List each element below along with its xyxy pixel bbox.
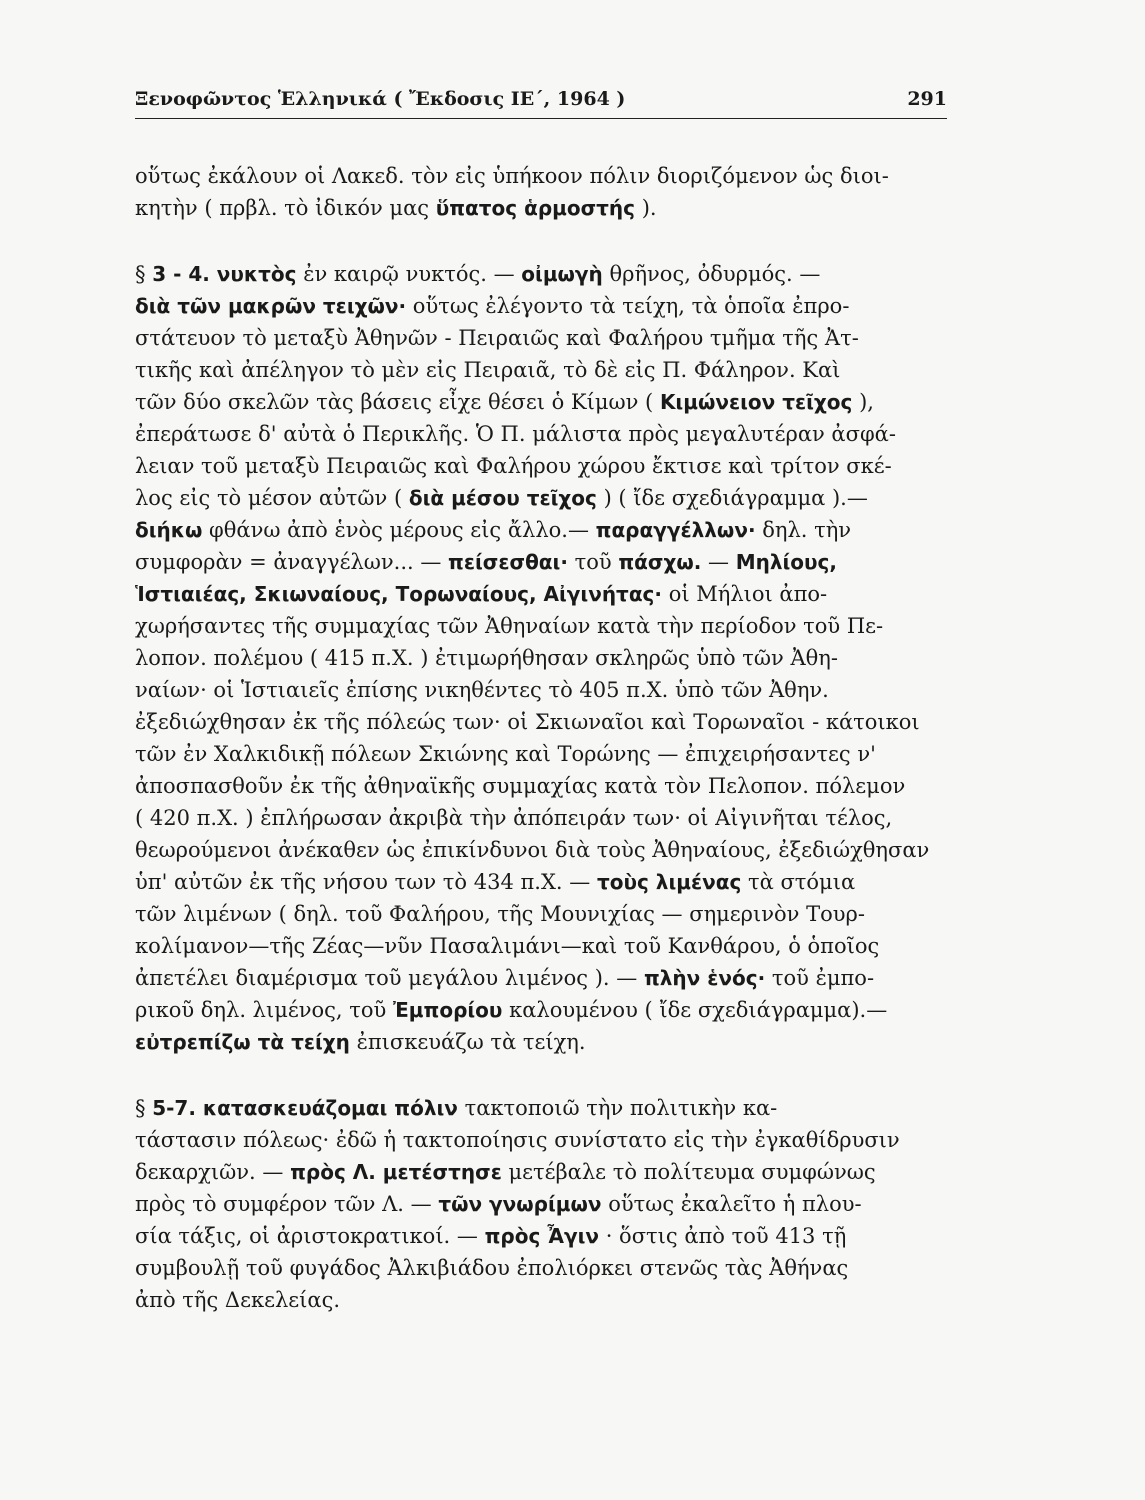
lemma-term: οἰμωγὴ xyxy=(521,262,603,286)
gloss-text: ἀποσπασθοῦν ἐκ τῆς ἀθηναϊκῆς συμμαχίας κατὰ τὸν Πελοπον. πόλεμον xyxy=(135,774,906,798)
text-line xyxy=(135,1124,947,1156)
lemma-term: Κιμώνειον τεῖχος xyxy=(659,390,853,414)
text-line xyxy=(135,898,947,930)
text-line xyxy=(135,642,947,674)
gloss-text: καλουμένου ( ἴδε σχεδιάγραμμα).— xyxy=(502,998,888,1022)
gloss-text: ἐπισκευάζω τὰ τείχη. xyxy=(349,1030,586,1054)
text-line xyxy=(135,1252,947,1284)
gloss-text: τικῆς καὶ ἀπέληγον τὸ μὲν εἰς Πειραιᾶ, τὸ δὲ εἰς Π. Φάληρον. Καὶ xyxy=(135,358,841,382)
gloss-text: συμβουλῇ τοῦ φυγάδος Ἀλκιβιάδου ἐπολιόρκει στενῶς τὰς Ἀθήνας xyxy=(135,1256,849,1280)
gloss-text: § xyxy=(135,1096,153,1120)
gloss-text: ). xyxy=(635,196,657,220)
text-line xyxy=(135,1092,947,1124)
gloss-text: οὕτως ἐλέγοντο τὰ τείχη, τὰ ὁποῖα ἐπρο- xyxy=(406,294,850,318)
commentary-text xyxy=(135,160,947,1316)
gloss-text: λειαν τοῦ μεταξὺ Πειραιῶς καὶ Φαλήρου χώρου ἔκτισε καὶ τρίτον σκέ- xyxy=(135,454,892,478)
gloss-text: θεωρούμενοι ἀνέκαθεν ὡς ἐπικίνδυνοι διὰ τοὺς Ἀθηναίους, ἐξεδιώχθησαν xyxy=(135,838,930,862)
gloss-text: δηλ. τὴν xyxy=(755,518,852,542)
text-line xyxy=(135,962,947,994)
text-line xyxy=(135,322,947,354)
text-line xyxy=(135,738,947,770)
text-line xyxy=(135,578,947,610)
gloss-text: φθάνω ἀπὸ ἑνὸς μέρους εἰς ἄλλο.— xyxy=(202,518,596,542)
lemma-term: Ἱστιαιέας, Σκιωναίους, Τορωναίους, Αἰγινήτας· xyxy=(135,582,663,606)
gloss-text: ὑπ' αὐτῶν ἐκ τῆς νήσου των τὸ 434 π.Χ. — xyxy=(135,870,597,894)
gloss-text: τάστασιν πόλεως· ἐδῶ ἡ τακτοποίησις συνίστατο εἰς τὴν ἐγκαθίδρυσιν xyxy=(135,1128,900,1152)
gloss-text: ναίων· οἱ Ἱστιαιεῖς ἐπίσης νικηθέντες τὸ 405 π.Χ. ὑπὸ τῶν Ἀθην. xyxy=(135,678,829,702)
gloss-text: τοῦ xyxy=(567,550,619,574)
lemma-term: πάσχω. xyxy=(618,550,702,574)
lemma-term: ὕπατος ἁρμοστής xyxy=(435,196,636,220)
gloss-text: κητὴν ( πρβλ. τὸ ἰδικόν μας xyxy=(135,196,436,220)
gloss-text: πρὸς τὸ συμφέρον τῶν Λ. — xyxy=(135,1192,439,1216)
gloss-text: τῶν δύο σκελῶν τὰς βάσεις εἶχε θέσει ὁ Κίμων ( xyxy=(135,390,660,414)
gloss-text: ἐν καιρῷ νυκτός. — xyxy=(296,262,522,286)
gloss-text: μετέβαλε τὸ πολίτευμα συμφώνως xyxy=(501,1160,876,1184)
gloss-text: οὕτως ἐκαλεῖτο ἡ πλου- xyxy=(601,1192,862,1216)
gloss-text: οἱ Μήλιοι ἀπο- xyxy=(662,582,828,606)
gloss-text: ἐπεράτωσε δ' αὐτὰ ὁ Περικλῆς. Ὁ Π. μάλιστα πρὸς μεγαλυτέραν ἀσφά- xyxy=(135,422,896,446)
lemma-term: πρὸς Ἆγιν xyxy=(484,1224,600,1248)
text-line xyxy=(135,802,947,834)
text-line xyxy=(135,1220,947,1252)
lemma-term: πλὴν ἑνός· xyxy=(643,966,766,990)
text-line xyxy=(135,160,947,192)
gloss-text: ), xyxy=(852,390,874,414)
gloss-text: · ὅστις ἀπὸ τοῦ 413 τῇ xyxy=(599,1224,847,1248)
gloss-text: ἐξεδιώχθησαν ἐκ τῆς πόλεώς των· οἱ Σκιωναῖοι καὶ Τορωναῖοι - κάτοικοι xyxy=(135,710,920,734)
lemma-term: τῶν γνωρίμων xyxy=(438,1192,602,1216)
text-line xyxy=(135,706,947,738)
gloss-text: τοῦ ἐμπο- xyxy=(765,966,875,990)
text-line xyxy=(135,834,947,866)
gloss-text: δεκαρχιῶν. — xyxy=(135,1160,291,1184)
gloss-text: — xyxy=(701,550,736,574)
text-line xyxy=(135,674,947,706)
gloss-text: κολίμανον—τῆς Ζέας—νῦν Πασαλιμάνι—καὶ τοῦ Κανθάρου, ὁ ὁποῖος xyxy=(135,934,880,958)
gloss-text: ἀπετέλει διαμέρισμα τοῦ μεγάλου λιμένος ). — xyxy=(135,966,644,990)
gloss-text: λοπον. πολέμου ( 415 π.Χ. ) ἐτιμωρήθησαν σκληρῶς ὑπὸ τῶν Ἀθη- xyxy=(135,646,838,670)
gloss-text: χωρήσαντες τῆς συμμαχίας τῶν Ἀθηναίων κατὰ τὴν περίοδον τοῦ Πε- xyxy=(135,614,884,638)
gloss-text: θρῆνος, ὀδυρμός. — xyxy=(602,262,821,286)
text-line xyxy=(135,930,947,962)
text-line xyxy=(135,354,947,386)
text-line xyxy=(135,258,947,290)
gloss-text: ) ( ἴδε σχεδιάγραμμα ).— xyxy=(596,486,868,510)
text-line xyxy=(135,994,947,1026)
text-line xyxy=(135,1188,947,1220)
gloss-text: λος εἰς τὸ μέσον αὐτῶν ( xyxy=(135,486,409,510)
text-line xyxy=(135,482,947,514)
text-line xyxy=(135,1284,947,1316)
gloss-text: οὕτως ἐκάλουν οἱ Λακεδ. τὸν εἰς ὑπήκοον πόλιν διοριζόμενον ὡς διοι- xyxy=(135,164,889,188)
lemma-term: διὰ τῶν μακρῶν τειχῶν· xyxy=(135,294,407,318)
gloss-text: τῶν λιμένων ( δηλ. τοῦ Φαλήρου, τῆς Μουνιχίας — σημερινὸν Τουρ- xyxy=(135,902,865,926)
lemma-term: 5-7. κατασκευάζομαι πόλιν xyxy=(152,1096,458,1120)
lemma-term: διήκω xyxy=(135,518,203,542)
paragraph-gap xyxy=(135,1058,947,1092)
text-line xyxy=(135,610,947,642)
text-line xyxy=(135,1156,947,1188)
text-line xyxy=(135,866,947,898)
running-header xyxy=(135,88,947,119)
lemma-term: πείσεσθαι· xyxy=(448,550,568,574)
lemma-term: τοὺς λιμένας xyxy=(596,870,742,894)
gloss-text: ἀπὸ τῆς Δεκελείας. xyxy=(135,1288,341,1312)
text-line xyxy=(135,450,947,482)
text-line xyxy=(135,546,947,578)
gloss-text: τὰ στόμια xyxy=(741,870,856,894)
text-line xyxy=(135,192,947,224)
text-line xyxy=(135,418,947,450)
page-number: 291 xyxy=(907,88,947,110)
text-line xyxy=(135,770,947,802)
lemma-term: διὰ μέσου τεῖχος xyxy=(408,486,597,510)
lemma-term: 3 - 4. νυκτὸς xyxy=(152,262,297,286)
text-line xyxy=(135,1026,947,1058)
text-line xyxy=(135,514,947,546)
gloss-text: σία τάξις, οἱ ἀριστοκρατικοί. — xyxy=(135,1224,485,1248)
lemma-term: πρὸς Λ. μετέστησε xyxy=(290,1160,502,1184)
gloss-text: στάτευον τὸ μεταξὺ Ἀθηνῶν - Πειραιῶς καὶ Φαλήρου τμῆμα τῆς Ἀτ- xyxy=(135,326,859,350)
gloss-text: συμφορὰν = ἀναγγέλων... — xyxy=(135,550,449,574)
gloss-text: ρικοῦ δηλ. λιμένος, τοῦ xyxy=(135,998,393,1022)
lemma-term: παραγγέλλων· xyxy=(595,518,756,542)
paragraph-gap xyxy=(135,224,947,258)
gloss-text: ( 420 π.Χ. ) ἐπλήρωσαν ἀκριβὰ τὴν ἀπόπειράν των· οἱ Αἰγινῆται τέλος, xyxy=(135,806,893,830)
lemma-term: Μηλίους, xyxy=(735,550,838,574)
header-title: Ξενοφῶντος Ἑλληνικά ( Ἔκδοσις ΙΕ΄, 1964 ) xyxy=(135,88,626,110)
gloss-text: τῶν ἐν Χαλκιδικῇ πόλεων Σκιώνης καὶ Τορώνης — ἐπιχειρήσαντες ν' xyxy=(135,742,876,766)
lemma-term: Ἐμπορίου xyxy=(392,998,503,1022)
text-line xyxy=(135,386,947,418)
gloss-text: τακτοποιῶ τὴν πολιτικὴν κα- xyxy=(457,1096,778,1120)
text-line xyxy=(135,290,947,322)
lemma-term: εὐτρεπίζω τὰ τείχη xyxy=(135,1030,350,1054)
gloss-text: § xyxy=(135,262,153,286)
